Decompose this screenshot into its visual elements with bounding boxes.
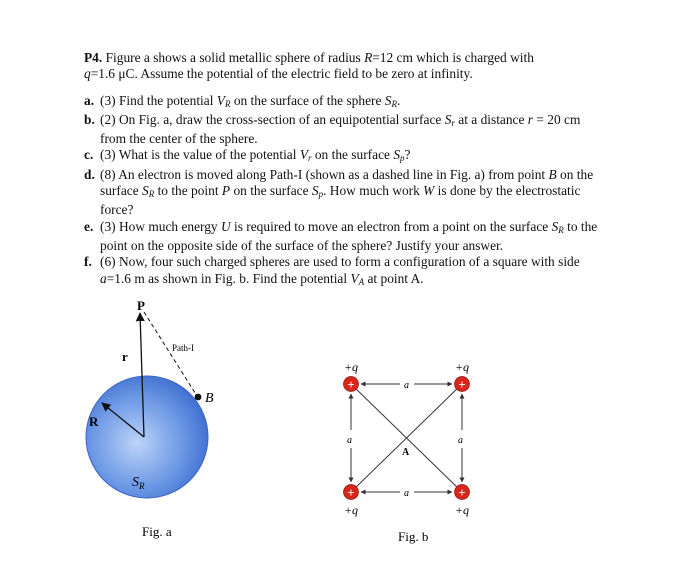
subquestion-e: e. (3) How much energy U is required to move an electron from a point on the surface $S_R$ to the point on the opposite side of the surface of the sphere? Justify your answer. bbox=[84, 218, 598, 253]
caption-fig-b: Fig. b bbox=[398, 529, 429, 544]
subquestion-a: a. (3) Find the potential $V_R$ on the surface of the sphere $S_R$. bbox=[84, 92, 401, 109]
charge-top-right bbox=[455, 377, 470, 393]
charge-label-bottom-right: +q bbox=[454, 503, 470, 517]
label-point-b: B bbox=[205, 391, 214, 406]
label-point-p: P bbox=[137, 298, 145, 313]
side-label-right: a bbox=[458, 435, 463, 446]
subquestion-f: f. (6) Now, four such charged spheres are used to form a configuration of a square with side a=1.6 m as shown in Fig. b. Find the potential $V_A$ at point A. bbox=[84, 254, 580, 287]
label-path-i: Path-I bbox=[172, 343, 194, 353]
charge-label-top-left: +q bbox=[343, 360, 359, 374]
svg-text:+: + bbox=[347, 485, 355, 500]
svg-text:+: + bbox=[458, 377, 466, 392]
subquestion-b: b. (2) On Fig. a, draw the cross-section of an equipotential surface $S_r$ at a distance r = 20 cm from the center of the sphere. bbox=[84, 111, 581, 147]
charge-bottom-left bbox=[344, 485, 359, 501]
label-r: r bbox=[122, 349, 128, 364]
subquestion-d: d. (8) An electron is moved along Path-I (shown as a dashed line in Fig. a) from point B on the surface $S_R$ to the point P on the surface $S_p$. How much work W is done by the electrostatic force? bbox=[84, 166, 594, 218]
charge-label-top-right: +q bbox=[454, 360, 470, 374]
side-label-top: a bbox=[404, 380, 409, 391]
point-b-dot bbox=[195, 394, 202, 401]
problem-intro: P4. Figure a shows a solid metallic sphere of radius R=12 cm which is charged with q=1.6 μC. Assume the potential of the electric field to be zero at infinity. bbox=[84, 50, 534, 82]
label-sr: $S_R$ bbox=[132, 475, 145, 491]
charge-bottom-right bbox=[455, 485, 470, 501]
metallic-sphere bbox=[86, 376, 208, 498]
center-label-a: A bbox=[402, 447, 410, 458]
svg-text:+: + bbox=[347, 377, 355, 392]
subquestion-c: c. (3) What is the value of the potential $V_r$ on the surface $S_p$? bbox=[84, 147, 411, 164]
charge-label-bottom-left: +q bbox=[343, 503, 359, 517]
label-radius-r: R bbox=[89, 414, 99, 429]
problem-number: P4. bbox=[84, 50, 103, 65]
charge-top-left bbox=[344, 377, 359, 393]
svg-text:+: + bbox=[458, 485, 466, 500]
caption-fig-a: Fig. a bbox=[142, 524, 172, 539]
side-label-left: a bbox=[347, 435, 352, 446]
figure-b bbox=[344, 360, 470, 544]
side-label-bottom: a bbox=[404, 488, 409, 499]
